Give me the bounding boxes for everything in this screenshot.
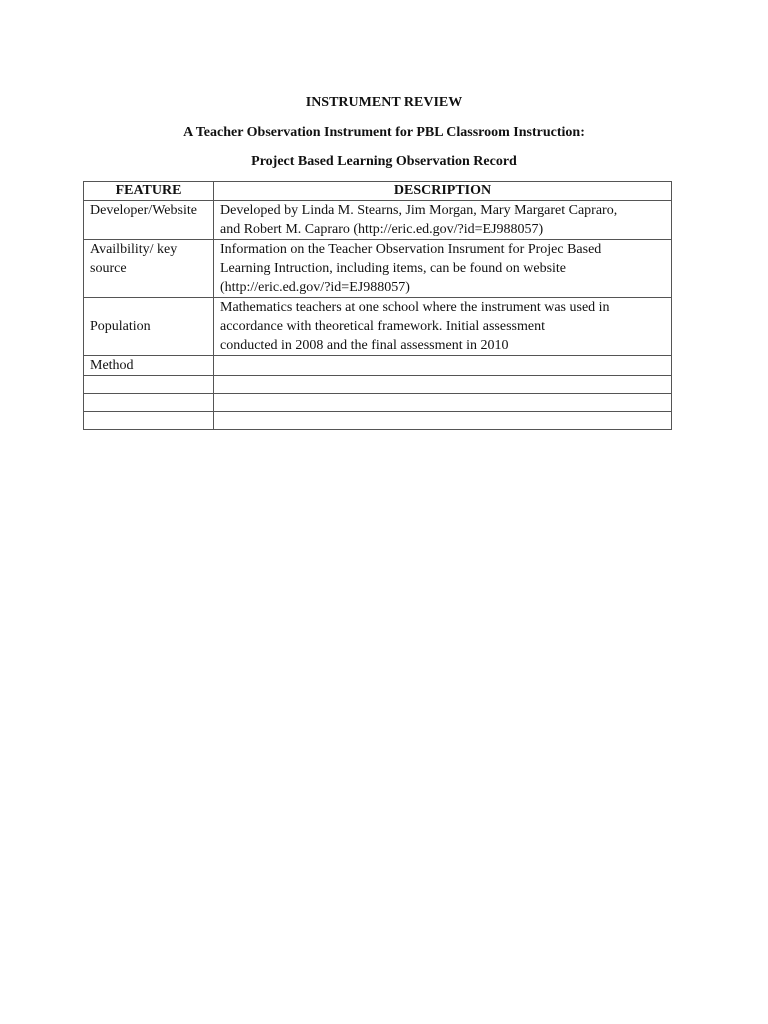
description-text: and Robert M. Capraro (http://eric.ed.gov/?id=EJ988057) — [220, 222, 544, 237]
table-row — [84, 394, 672, 412]
table-row — [84, 376, 672, 394]
feature-text: Availbility/ key — [90, 242, 178, 257]
table-header-row — [84, 182, 672, 201]
description-text: Learning Intruction, including items, can be found on website — [220, 261, 567, 276]
description-cell — [214, 356, 672, 376]
description-cell — [214, 394, 672, 412]
feature-cell — [84, 412, 214, 430]
description-text: (http://eric.ed.gov/?id=EJ988057) — [220, 280, 410, 295]
description-cell — [214, 201, 672, 240]
feature-cell — [84, 240, 214, 298]
instrument-subtitle: Project Based Learning Observation Record — [251, 154, 517, 169]
description-cell — [214, 298, 672, 356]
description-cell — [214, 376, 672, 394]
table-row — [84, 201, 672, 240]
instrument-review-table — [83, 181, 672, 430]
description-text: Information on the Teacher Observation Insrument for Projec Based — [220, 242, 602, 257]
feature-text: Method — [90, 358, 134, 373]
description-cell — [214, 240, 672, 298]
feature-text: Developer/Website — [90, 203, 197, 218]
feature-text: source — [90, 261, 127, 276]
table-row — [84, 412, 672, 430]
description-text: Mathematics teachers at one school where the instrument was used in — [220, 300, 610, 315]
feature-column-header: FEATURE — [84, 182, 214, 201]
description-text: conducted in 2008 and the final assessment in 2010 — [220, 338, 509, 353]
description-text: accordance with theoretical framework. Initial assessment — [220, 319, 545, 334]
description-text: Developed by Linda M. Stearns, Jim Morgan, Mary Margaret Capraro, — [220, 203, 618, 218]
description-cell — [214, 412, 672, 430]
description-column-header: DESCRIPTION — [214, 182, 672, 201]
feature-cell — [84, 356, 214, 376]
feature-cell — [84, 298, 214, 356]
feature-cell — [84, 376, 214, 394]
table-row — [84, 298, 672, 356]
document-heading: INSTRUMENT REVIEW — [305, 95, 463, 110]
feature-cell — [84, 201, 214, 240]
table-row — [84, 356, 672, 376]
feature-cell — [84, 394, 214, 412]
instrument-title: A Teacher Observation Instrument for PBL Classroom Instruction: — [183, 125, 585, 140]
table-row — [84, 240, 672, 298]
feature-text: Population — [90, 319, 151, 334]
